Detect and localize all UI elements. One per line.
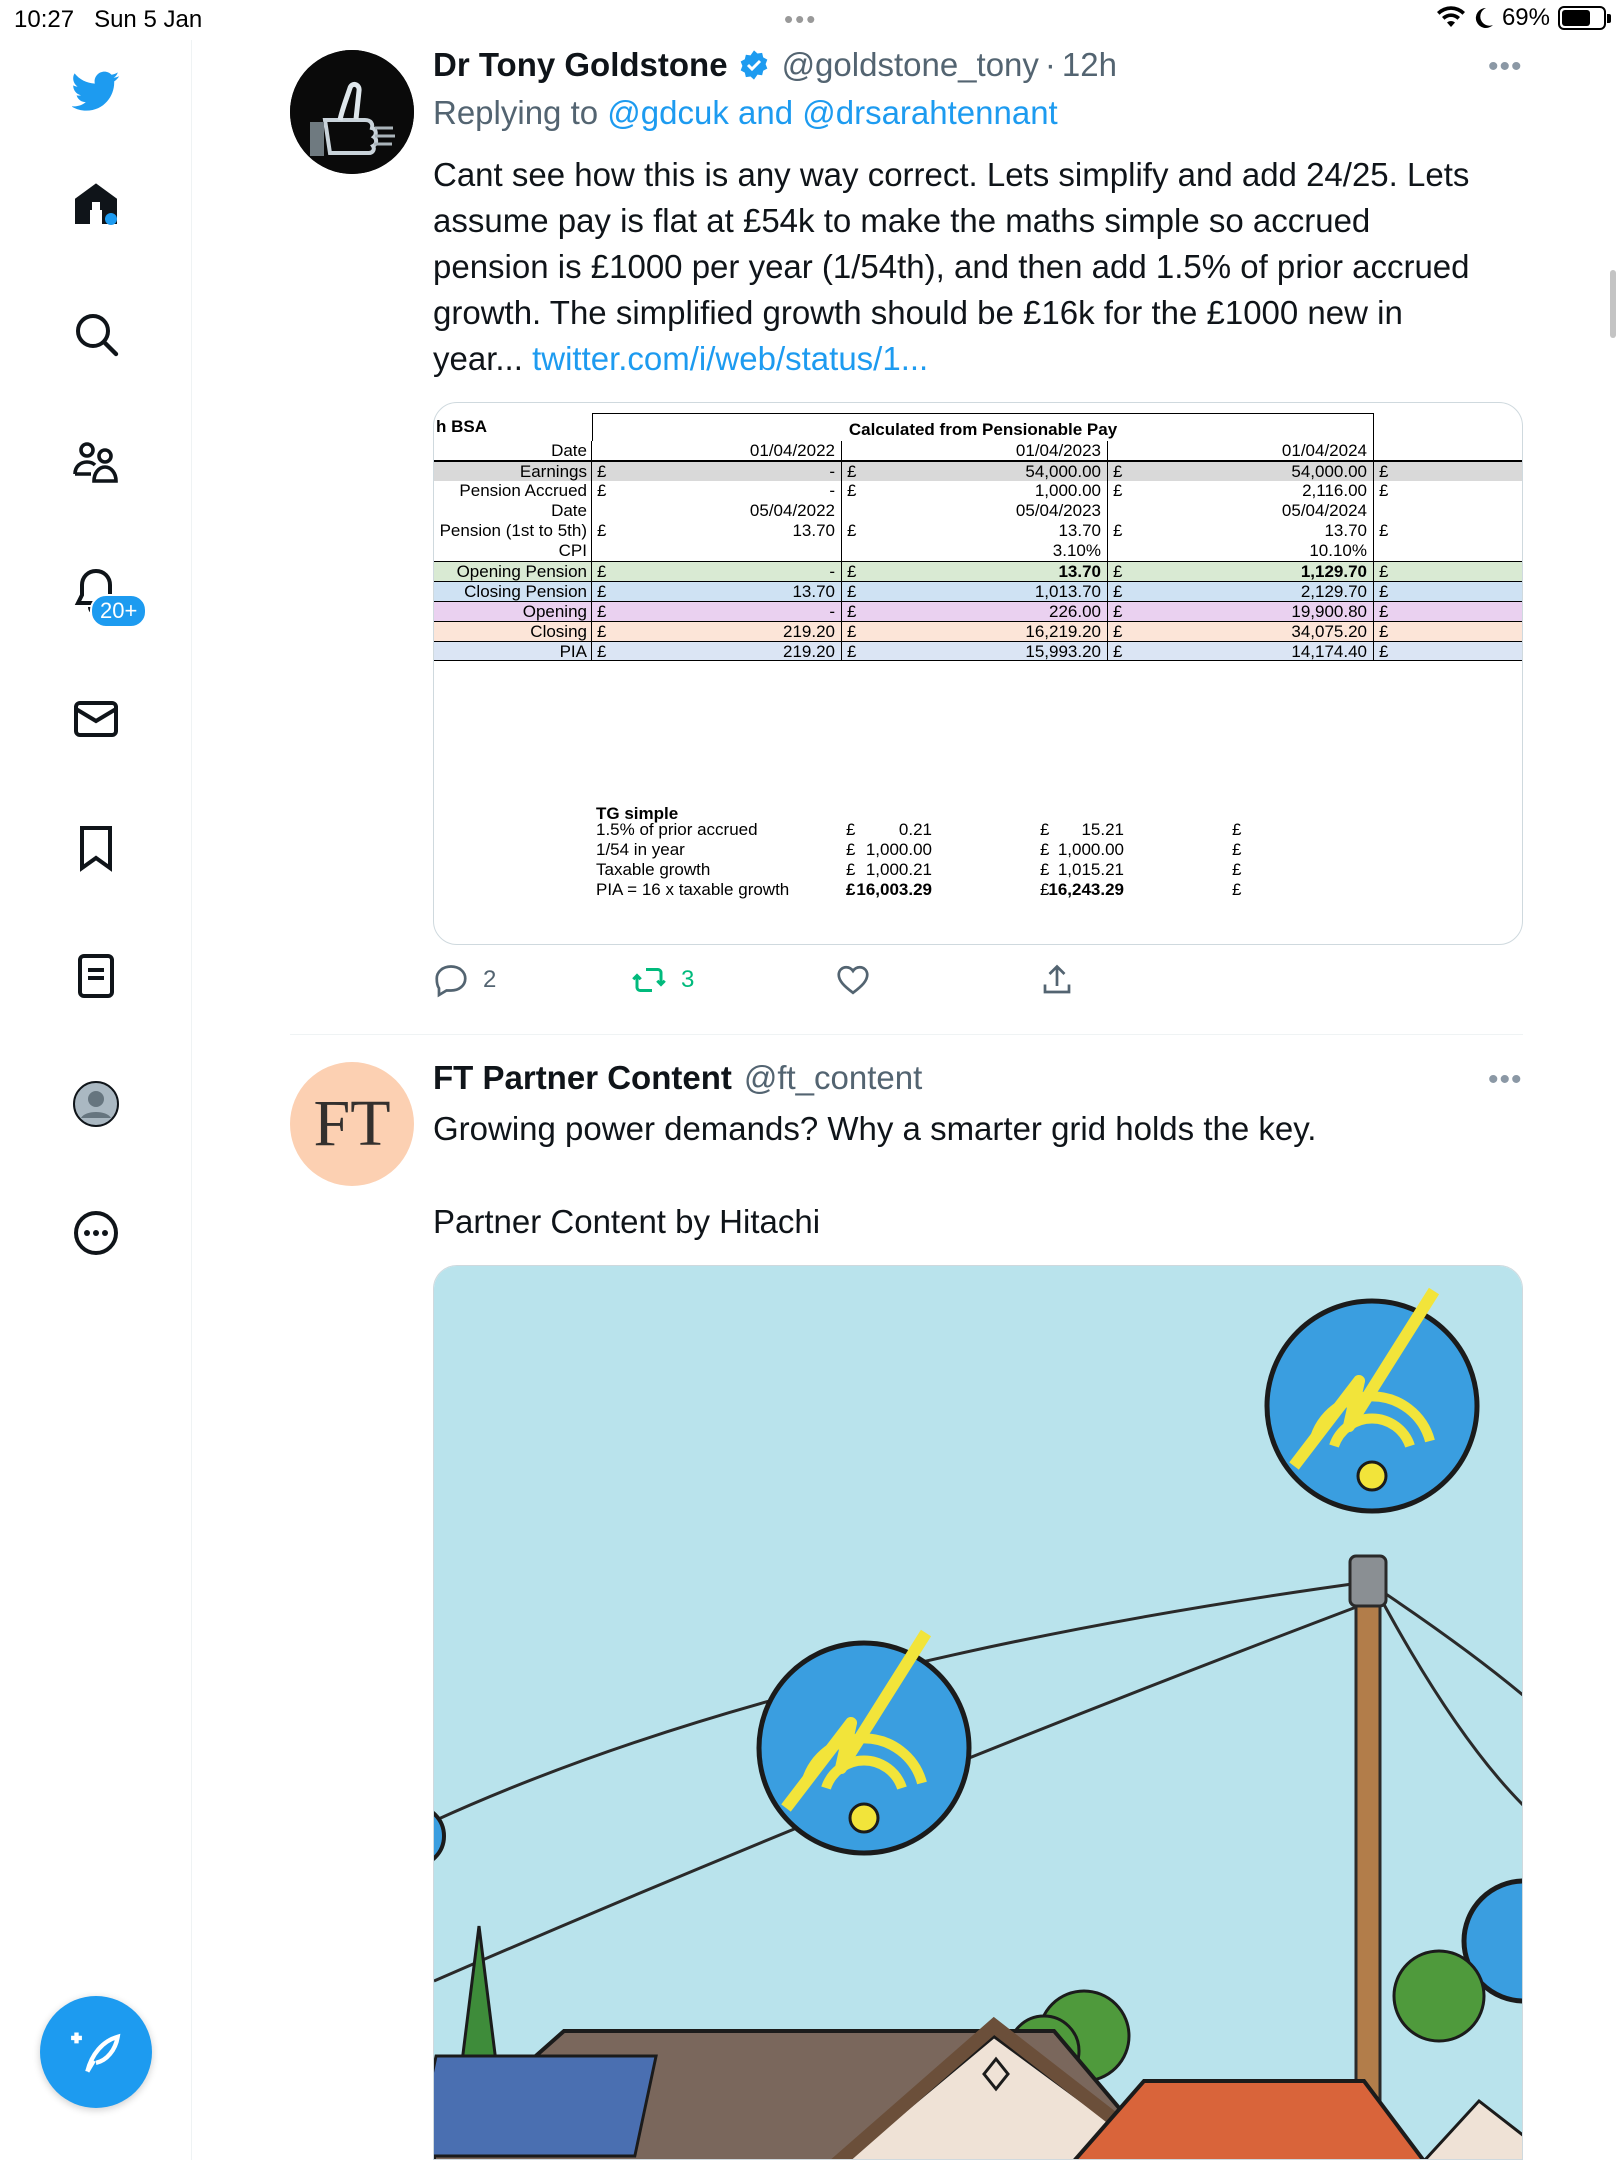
sheet-cell <box>1108 521 1374 541</box>
sheet-cell-value: 1,013.70 <box>1034 582 1101 601</box>
currency-symbol: £ <box>847 562 857 581</box>
sheet-cell <box>1374 582 1523 601</box>
sheet-cell-value: 13.70 <box>1058 562 1101 581</box>
retweet-count: 3 <box>681 966 695 993</box>
tweet2-more-icon[interactable]: ••• <box>1488 1063 1523 1096</box>
sheet-cell <box>592 582 842 601</box>
sheet-cell <box>1108 562 1374 581</box>
currency-symbol: £ <box>1379 521 1389 540</box>
tweet2-text: Growing power demands? Why a smarter grid holds the key. <box>433 1110 1317 1147</box>
sheet-cell-value: 2,129.70 <box>1300 582 1367 601</box>
sheet-cell <box>842 642 1108 660</box>
sheet-row <box>434 641 1523 661</box>
lists-icon <box>72 952 120 1000</box>
sheet-cell <box>592 462 842 481</box>
author-handle[interactable]: @goldstone_tony <box>781 46 1039 83</box>
status-bar <box>0 0 1620 40</box>
currency-symbol: £ <box>1379 582 1389 601</box>
status-indicators <box>1436 4 1606 32</box>
sheet-row <box>434 601 1523 621</box>
sheet-cell <box>592 441 842 460</box>
sheet-row-label: Opening Pension <box>434 562 592 581</box>
sheet-cell <box>1108 481 1374 501</box>
currency-symbol: £ <box>1232 820 1242 839</box>
currency-symbol: £ <box>1232 860 1242 879</box>
tg-value-2023: 1,000.00 <box>865 840 932 859</box>
sheet-row-label: CPI <box>434 541 592 561</box>
sheet-cell <box>592 521 842 541</box>
sheet-cell <box>1108 441 1374 460</box>
tweet-time[interactable]: 12h <box>1061 46 1117 83</box>
sheet-cell <box>842 622 1108 641</box>
tweet-text <box>433 152 1533 382</box>
sheet-row-label: Earnings <box>434 462 592 481</box>
sheet-cell <box>592 602 842 621</box>
currency-symbol: £ <box>847 622 857 641</box>
notifications-badge: 20+ <box>90 594 147 628</box>
nav-home[interactable] <box>60 168 132 240</box>
tg-label: PIA = 16 x taxable growth <box>596 880 790 899</box>
currency-symbol: £ <box>1379 462 1389 481</box>
thumbs-up-xray-icon <box>290 50 414 174</box>
sheet-cell-value: 13.70 <box>1324 521 1367 540</box>
currency-symbol: £ <box>1040 860 1050 879</box>
tg-title: TG simple <box>596 804 679 823</box>
sheet-row <box>434 481 1523 501</box>
currency-symbol: £ <box>846 840 856 859</box>
sheet-cell-value: 15,993.20 <box>1025 642 1101 661</box>
sheet-cell-value: 3.10% <box>1052 541 1101 560</box>
currency-symbol: £ <box>1113 602 1123 621</box>
sheet-cell-value: - <box>829 602 835 621</box>
author-name[interactable]: Dr Tony Goldstone <box>433 46 728 83</box>
currency-symbol: £ <box>597 642 607 661</box>
tg-value-2023: 0.21 <box>898 820 932 839</box>
tweet-text-line: assume pay is flat at £54k to make the maths simple so accrued <box>433 202 1371 239</box>
sheet-row <box>434 621 1523 641</box>
currency-symbol: £ <box>597 462 607 481</box>
currency-symbol: £ <box>1113 622 1123 641</box>
sheet-row <box>434 461 1523 481</box>
reply-button[interactable] <box>433 962 496 998</box>
clock-time: 10:27 <box>14 6 75 33</box>
nav-profile[interactable] <box>60 1068 132 1140</box>
author-handle[interactable]: @ft_content <box>743 1059 923 1096</box>
sheet-cell-value: 01/04/2023 <box>1015 441 1101 460</box>
communities-icon <box>72 438 120 486</box>
sheet-row <box>434 581 1523 601</box>
tg-label: Taxable growth <box>596 860 711 879</box>
sheet-cell <box>842 501 1108 521</box>
sheet-header: Calculated from Pensionable Pay <box>592 413 1374 441</box>
sheet-cell-value: 01/04/2024 <box>1281 441 1367 460</box>
sheet-cell-value: 05/04/2024 <box>1281 501 1367 520</box>
verified-badge-icon <box>738 49 770 81</box>
currency-symbol: £ <box>847 462 857 481</box>
currency-symbol: £ <box>597 582 607 601</box>
sheet-cell <box>842 582 1108 601</box>
tweet-author-line <box>433 46 1117 84</box>
sheet-cell-value: 219.20 <box>783 622 835 641</box>
tweet-divider <box>290 1034 1523 1035</box>
replying-handles[interactable]: @gdcuk and @drsarahtennant <box>607 94 1058 131</box>
ft-avatar[interactable] <box>290 1062 414 1186</box>
tg-row <box>434 820 1523 840</box>
tweet-text-last: year... <box>433 340 523 377</box>
sheet-row-label: Opening <box>434 602 592 621</box>
tweet2-author-line <box>433 1059 922 1097</box>
currency-symbol: £ <box>846 820 856 839</box>
currency-symbol: £ <box>597 481 607 500</box>
currency-symbol: £ <box>847 582 857 601</box>
currency-symbol: £ <box>1379 481 1389 500</box>
sheet-cell <box>592 541 842 561</box>
tg-value-2023: 1,000.21 <box>865 860 932 879</box>
tg-value-2024: 1,000.00 <box>1057 840 1124 859</box>
currency-symbol: £ <box>1379 602 1389 621</box>
share-icon <box>1039 962 1075 998</box>
sheet-cell <box>592 622 842 641</box>
tg-label: 1/54 in year <box>596 840 685 859</box>
twitter-logo-icon[interactable] <box>60 55 132 127</box>
tweet-link[interactable]: twitter.com/i/web/status/1... <box>532 340 929 377</box>
currency-symbol: £ <box>1113 562 1123 581</box>
currency-symbol: £ <box>597 602 607 621</box>
like-button[interactable] <box>835 962 871 998</box>
sheet-cell <box>1374 622 1523 641</box>
tweet-spreadsheet-image[interactable] <box>433 402 1523 945</box>
currency-symbol: £ <box>597 562 607 581</box>
compose-feather-icon <box>70 2026 122 2078</box>
sheet-cell-value: 226.00 <box>1049 602 1101 621</box>
share-button[interactable] <box>1039 962 1075 998</box>
currency-symbol: £ <box>847 521 857 540</box>
tweet-text-line: pension is £1000 per year (1/54th), and then add 1.5% of prior accrued <box>433 248 1470 285</box>
currency-symbol: £ <box>846 880 856 899</box>
nav-messages[interactable] <box>60 683 132 755</box>
nav-lists[interactable] <box>60 940 132 1012</box>
replying-to <box>433 94 1058 132</box>
sheet-cell <box>842 521 1108 541</box>
currency-symbol: £ <box>1232 880 1242 899</box>
currency-symbol: £ <box>1040 840 1050 859</box>
sheet-cell-value: 13.70 <box>792 582 835 601</box>
sheet-cell <box>842 462 1108 481</box>
sheet-cell-value: 13.70 <box>792 521 835 540</box>
sheet-cell <box>842 441 1108 460</box>
sheet-cell-value: 219.20 <box>783 642 835 661</box>
sheet-row-label: Closing <box>434 622 592 641</box>
currency-symbol: £ <box>1040 880 1050 899</box>
sheet-cell-value: - <box>829 481 835 500</box>
sheet-cell <box>592 481 842 501</box>
currency-symbol: £ <box>1113 481 1123 500</box>
sheet-cell <box>1374 562 1523 581</box>
smart-grid-illustration <box>434 1266 1523 2160</box>
currency-symbol: £ <box>1379 562 1389 581</box>
currency-symbol: £ <box>847 642 857 661</box>
sheet-row <box>434 521 1523 541</box>
tg-value-2024: 15.21 <box>1081 820 1124 839</box>
tweet-text-line: growth. The simplified growth should be £16k for the £1000 new in <box>433 294 1403 331</box>
sheet-row-label: PIA <box>434 642 592 660</box>
scrollbar[interactable] <box>1610 270 1616 338</box>
sheet-cell-value: 05/04/2022 <box>749 501 835 520</box>
sheet-cell-value: 10.10% <box>1309 541 1367 560</box>
sheet-cell <box>1108 602 1374 621</box>
currency-symbol: £ <box>1113 582 1123 601</box>
separator-dot: · <box>1044 46 1056 83</box>
sheet-cell <box>842 602 1108 621</box>
tg-value-2023: 16,003.29 <box>856 880 932 899</box>
compose-tweet-button[interactable] <box>40 1996 152 2108</box>
sheet-cell-value: 16,219.20 <box>1025 622 1101 641</box>
currency-symbol: £ <box>1379 622 1389 641</box>
ft-logo-text: FT <box>313 1087 391 1160</box>
sheet-cell <box>1374 602 1523 621</box>
sheet-cell-value: 54,000.00 <box>1291 462 1367 481</box>
sheet-row <box>434 501 1523 521</box>
tg-label: 1.5% of prior accrued <box>596 820 758 839</box>
nav-explore[interactable] <box>60 298 132 370</box>
tg-value-2024: 1,015.21 <box>1057 860 1124 879</box>
currency-symbol: £ <box>1113 462 1123 481</box>
battery-percent: 69% <box>1501 4 1550 31</box>
sheet-cell <box>1374 481 1523 501</box>
clock-date: Sun 5 Jan <box>94 6 203 33</box>
nav-communities[interactable] <box>60 426 132 498</box>
currency-symbol: £ <box>597 521 607 540</box>
moon-icon <box>1474 7 1494 29</box>
more-circle-icon <box>72 1209 120 1257</box>
sheet-cell <box>1374 441 1523 460</box>
currency-symbol: £ <box>847 481 857 500</box>
promo-illustration-image[interactable] <box>433 1265 1523 2160</box>
bookmark-icon <box>72 824 120 872</box>
sheet-cell-value: 1,129.70 <box>1300 562 1367 581</box>
mail-icon <box>72 695 120 743</box>
sheet-cell-value: 14,174.40 <box>1291 642 1367 661</box>
sheet-row-label: Pension (1st to 5th) <box>434 521 592 541</box>
multitasking-dots[interactable]: ••• <box>784 4 818 34</box>
currency-symbol: £ <box>597 622 607 641</box>
retweet-button[interactable] <box>631 962 694 998</box>
tweet-text-line: Cant see how this is any way correct. Lets simplify and add 24/25. Lets <box>433 156 1470 193</box>
tg-row <box>434 880 1523 900</box>
home-unread-dot <box>105 213 117 225</box>
sheet-cell <box>1374 541 1523 561</box>
currency-symbol: £ <box>1379 642 1389 661</box>
sheet-row-label: Pension Accrued <box>434 481 592 501</box>
currency-symbol: £ <box>1113 642 1123 661</box>
sheet-row-label: Closing Pension <box>434 582 592 601</box>
sheet-cell-value: 2,116.00 <box>1302 481 1367 500</box>
sheet-cell <box>1108 622 1374 641</box>
sheet-cell <box>592 501 842 521</box>
sheet-cell-value: 1,000.00 <box>1034 481 1101 500</box>
sheet-cell <box>592 642 842 660</box>
sheet-cell <box>1374 462 1523 481</box>
reply-icon <box>433 962 469 998</box>
heart-icon <box>835 962 871 998</box>
reply-count: 2 <box>483 966 497 993</box>
battery-icon <box>1558 6 1606 30</box>
author-name[interactable]: FT Partner Content <box>433 1059 732 1096</box>
sheet-cell <box>1108 462 1374 481</box>
sheet-corner-label: h BSA <box>436 417 487 436</box>
status-time <box>14 6 202 34</box>
search-icon <box>72 310 120 358</box>
sheet-cell-value: 54,000.00 <box>1025 462 1101 481</box>
tweet-author-avatar[interactable] <box>290 50 414 174</box>
sheet-cell <box>842 541 1108 561</box>
partner-content-line: Partner Content by Hitachi <box>433 1203 821 1240</box>
sidebar-nav <box>0 40 192 2160</box>
currency-symbol: £ <box>1113 521 1123 540</box>
tg-row <box>434 840 1523 860</box>
tweet-actions <box>433 962 1093 1002</box>
battery-level <box>1562 10 1590 26</box>
currency-symbol: £ <box>846 860 856 879</box>
sheet-row <box>434 441 1523 461</box>
sheet-cell-value: - <box>829 462 835 481</box>
currency-symbol: £ <box>1232 840 1242 859</box>
nav-bookmarks[interactable] <box>60 812 132 884</box>
retweet-icon <box>631 962 667 998</box>
sheet-cell-value: 01/04/2022 <box>749 441 835 460</box>
sheet-cell <box>1108 501 1374 521</box>
sheet-row-label: Date <box>434 501 592 521</box>
sheet-cell <box>1108 582 1374 601</box>
tg-row <box>434 860 1523 880</box>
sheet-cell <box>842 481 1108 501</box>
sheet-cell <box>1374 521 1523 541</box>
sheet-cell-value: 34,075.20 <box>1291 622 1367 641</box>
sheet-cell-value: 19,900.80 <box>1291 602 1367 621</box>
sheet-cell <box>1374 642 1523 660</box>
sheet-row <box>434 561 1523 581</box>
sheet-cell-value: 05/04/2023 <box>1015 501 1101 520</box>
currency-symbol: £ <box>847 602 857 621</box>
sheet-row <box>434 541 1523 561</box>
sheet-cell <box>1108 541 1374 561</box>
currency-symbol: £ <box>1040 820 1050 839</box>
wifi-icon <box>1436 6 1466 30</box>
nav-more[interactable] <box>60 1197 132 1269</box>
sheet-cell <box>592 562 842 581</box>
sheet-cell <box>1108 642 1374 660</box>
tg-value-2024: 16,243.29 <box>1048 880 1124 899</box>
tweet-more-icon[interactable]: ••• <box>1488 50 1523 83</box>
sheet-cell <box>842 562 1108 581</box>
sheet-cell <box>1374 501 1523 521</box>
replying-prefix: Replying to <box>433 94 599 131</box>
tweet-text-line <box>433 336 1533 382</box>
profile-avatar-icon <box>72 1080 120 1128</box>
sheet-cell-value: 13.70 <box>1058 521 1101 540</box>
sheet-cell-value: - <box>829 562 835 581</box>
sheet-row-label: Date <box>434 441 592 460</box>
